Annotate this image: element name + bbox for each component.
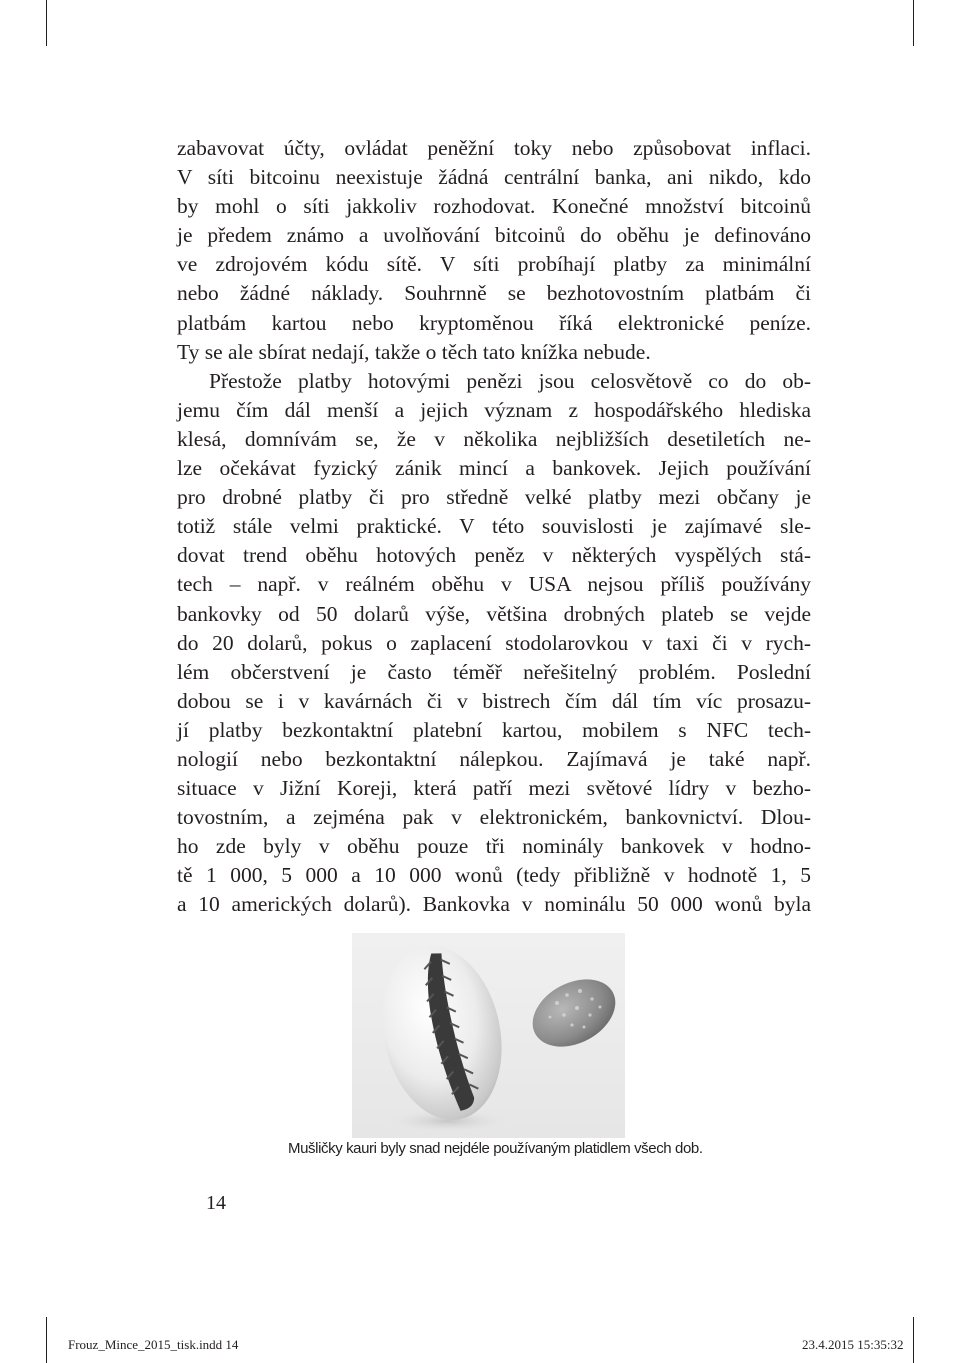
small-cowrie-shell xyxy=(521,966,625,1060)
text-line: Přestože platby hotovými penězi jsou celosvětově co do ob- xyxy=(209,368,811,393)
text-line: V síti bitcoinu neexistuje žádná centrální banka, ani nikdo, kdo xyxy=(177,165,811,190)
crop-mark-top-right xyxy=(913,0,914,46)
text-line: nebo žádné náklady. Souhrnně se bezhotovostním platbám či xyxy=(177,281,811,306)
text-line: dovat trend oběhu hotových peněz v některých vyspělých stá- xyxy=(177,543,811,568)
text-line: klesá, domnívám se, že v několika nejbližších desetiletích ne- xyxy=(177,426,811,451)
text-line: lém občerstvení je často téměř neřešitelný problém. Poslední xyxy=(177,659,811,684)
text-line: dobou se i v kavárnách či v bistrech čím dál tím víc prosazu- xyxy=(177,688,811,713)
text-line: totiž stále velmi praktické. V této souvislosti je zajímavé sle- xyxy=(177,514,811,539)
text-line: tech – např. v reálném oběhu v USA nejsou příliš používány xyxy=(177,572,811,597)
text-line: ve zdrojovém kódu sítě. V síti probíhají platby za minimální xyxy=(177,252,811,277)
text-line: Ty se ale sbírat nedají, takže o těch tato knížka nebude. xyxy=(177,339,651,364)
text-line: bankovky od 50 dolarů výše, většina drobných plateb se vejde xyxy=(177,601,811,626)
text-line: lze očekávat fyzický zánik mincí a bankovek. Jejich používání xyxy=(177,456,811,481)
text-line: jí platby bezkontaktní platební kartou, mobilem s NFC tech- xyxy=(177,717,811,742)
text-line: do 20 dolarů, pokus o zaplacení stodolarovkou v taxi či v rych- xyxy=(177,630,811,655)
page-number: 14 xyxy=(206,1192,226,1214)
text-line: situace v Jižní Koreji, která patří mezi světové lídry v bezho- xyxy=(177,776,811,801)
text-line: by mohl o síti jakkoliv rozhodovat. Konečné množství bitcoinů xyxy=(177,194,811,219)
crop-mark-bottom-left xyxy=(46,1317,47,1363)
crop-mark-bottom-right xyxy=(913,1317,914,1363)
text-line: tovostním, a zejména pak v elektronickém, bankovnictví. Dlou- xyxy=(177,805,811,830)
body-text xyxy=(177,134,811,920)
slug-filename: Frouz_Mince_2015_tisk.indd 14 xyxy=(68,1337,239,1352)
text-line: tě 1 000, 5 000 a 10 000 wonů (tedy přibližně v hodnotě 1, 5 xyxy=(177,863,811,888)
text-line: platbám kartou nebo kryptoměnou říká elektronické peníze. xyxy=(177,310,811,335)
text-line: je předem známo a uvolňování bitcoinů do oběhu je definováno xyxy=(177,223,811,248)
cowrie-shells-illustration xyxy=(352,933,625,1138)
text-line: zabavovat účty, ovládat peněžní toky nebo způsobovat inflaci. xyxy=(177,136,811,160)
text-line: a 10 amerických dolarů). Bankovka v nominálu 50 000 wonů byla xyxy=(177,892,811,917)
large-cowrie-shell xyxy=(367,935,517,1131)
text-line: nologií nebo bezkontaktní nálepkou. Zajímavá je také např. xyxy=(177,746,811,771)
figure-caption: Mušličky kauri byly snad nejdéle používaným platidlem všech dob. xyxy=(288,1140,703,1157)
crop-mark-top-left xyxy=(46,0,47,46)
text-line: pro drobné platby či pro středně velké platby mezi občany je xyxy=(177,485,811,510)
text-line: ho zde byly v oběhu pouze tři nominály bankovek v hodno- xyxy=(177,834,811,859)
cowrie-shells-photo xyxy=(352,933,625,1138)
text-line: jemu čím dál menší a jejich význam z hospodářského hlediska xyxy=(177,397,811,422)
slug-timestamp: 23.4.2015 15:35:32 xyxy=(802,1337,904,1352)
